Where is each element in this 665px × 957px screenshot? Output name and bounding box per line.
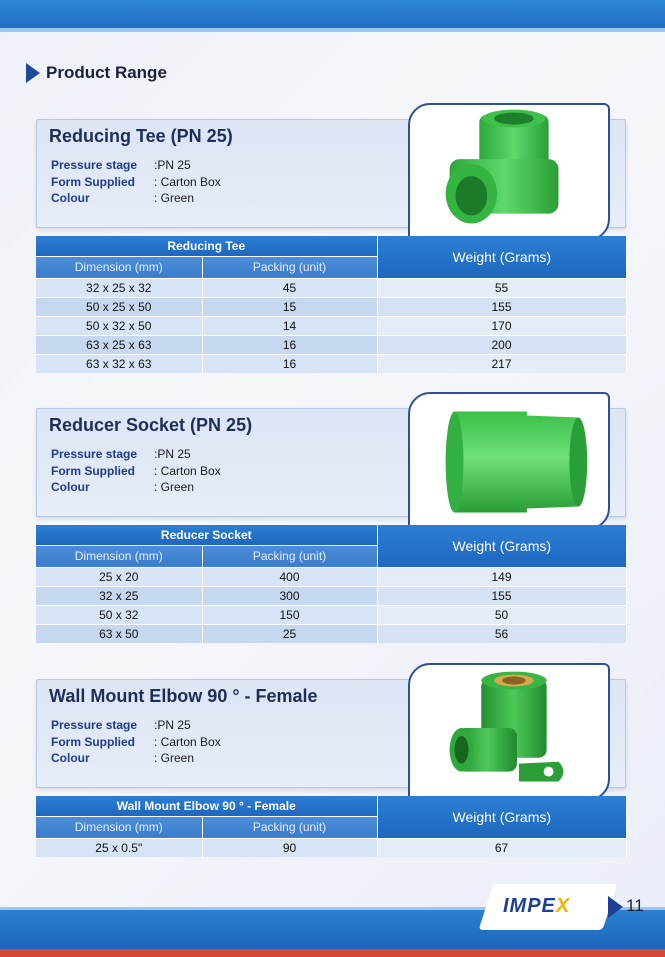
spec-label: Form Supplied [51,175,135,189]
weight-header: Weight (Grams) [377,525,626,567]
spec-label: Pressure stage [51,158,138,172]
triangle-bullet-icon [26,63,40,83]
spec-colour [51,191,194,205]
spec-value: : Green [154,751,195,765]
dimension-cell: 25 x 0.5" [36,838,202,857]
spec-colour [51,751,194,765]
packing-header: Packing (unit) [202,545,377,567]
dimension-cell: 50 x 32 [36,605,202,624]
wall-mount-elbow-icon [410,664,608,800]
packing-cell: 14 [202,316,377,335]
spec-form [51,175,221,189]
table-row [36,567,626,586]
weight-cell: 217 [377,354,626,373]
table-row [36,297,626,316]
spec-label: Pressure stage [51,447,138,461]
spec-colour [51,480,194,494]
table-row [36,586,626,605]
bottom-strip [0,949,665,957]
dimension-header: Dimension (mm) [36,256,202,278]
dimension-cell: 32 x 25 [36,586,202,605]
packing-cell: 300 [202,586,377,605]
packing-cell: 400 [202,567,377,586]
spec-label: Colour [51,480,90,494]
weight-header: Weight (Grams) [377,796,626,838]
table-row [36,316,626,335]
logo-main: IMPE [503,895,556,917]
reducer-socket-icon [410,393,608,529]
spec-pressure [51,158,191,172]
logo-accent: X [555,895,571,917]
weight-cell: 149 [377,567,626,586]
table-row [36,605,626,624]
spec-label: Form Supplied [51,464,135,478]
product-photo-reducing-tee [408,103,610,241]
table-title: Reducing Tee [36,236,377,256]
packing-cell: 25 [202,624,377,643]
table-title: Reducer Socket [36,525,377,545]
dimension-cell: 50 x 32 x 50 [36,316,202,335]
spec-value: : Carton Box [154,175,221,189]
dimension-header: Dimension (mm) [36,545,202,567]
table-row [36,278,626,297]
spec-value: : Green [154,191,195,205]
dimension-cell: 63 x 50 [36,624,202,643]
reducing-tee-icon [410,104,608,240]
weight-cell: 170 [377,316,626,335]
top-banner [0,0,665,32]
product-photo-wall-mount-elbow [408,663,610,801]
weight-cell: 155 [377,586,626,605]
dimension-cell: 63 x 25 x 63 [36,335,202,354]
packing-cell: 16 [202,335,377,354]
spec-label: Pressure stage [51,718,138,732]
dimension-cell: 63 x 32 x 63 [36,354,202,373]
heading-text: Product Range [46,63,167,82]
spec-pressure [51,718,191,732]
weight-header: Weight (Grams) [377,236,626,278]
spec-value: : Carton Box [154,735,221,749]
weight-cell: 200 [377,335,626,354]
spec-form [51,735,221,749]
spec-form [51,464,221,478]
weight-cell: 56 [377,624,626,643]
table-reducer-socket [36,525,627,643]
dimension-cell: 32 x 25 x 32 [36,278,202,297]
weight-cell: 155 [377,297,626,316]
weight-cell: 55 [377,278,626,297]
packing-cell: 90 [202,838,377,857]
dimension-cell: 50 x 25 x 50 [36,297,202,316]
table-row [36,624,626,643]
impex-logo [503,895,570,918]
spec-value: : Carton Box [154,464,221,478]
weight-cell: 67 [377,838,626,857]
weight-cell: 50 [377,605,626,624]
packing-cell: 45 [202,278,377,297]
spec-pressure [51,447,191,461]
packing-cell: 16 [202,354,377,373]
table-wall-mount-elbow [36,796,627,857]
table-row [36,838,626,857]
product-title: Reducing Tee (PN 25) [49,126,233,146]
packing-cell: 15 [202,297,377,316]
page-number: 11 [626,896,644,915]
table-reducing-tee [36,236,627,373]
packing-header: Packing (unit) [202,816,377,838]
product-title: Wall Mount Elbow 90 ° - Female [49,686,318,706]
spec-value: :PN 25 [154,158,191,172]
page-arrow-icon [608,896,623,918]
spec-value: : Green [154,480,195,494]
table-row [36,354,626,373]
dimension-header: Dimension (mm) [36,816,202,838]
spec-label: Colour [51,191,90,205]
spec-value: :PN 25 [154,718,191,732]
product-photo-reducer-socket [408,392,610,530]
spec-value: :PN 25 [154,447,191,461]
dimension-cell: 25 x 20 [36,567,202,586]
packing-header: Packing (unit) [202,256,377,278]
spec-label: Form Supplied [51,735,135,749]
table-title: Wall Mount Elbow 90 ° - Female [36,796,377,816]
product-title: Reducer Socket (PN 25) [49,415,253,435]
spec-label: Colour [51,751,90,765]
packing-cell: 150 [202,605,377,624]
table-row [36,335,626,354]
section-heading [26,62,167,84]
